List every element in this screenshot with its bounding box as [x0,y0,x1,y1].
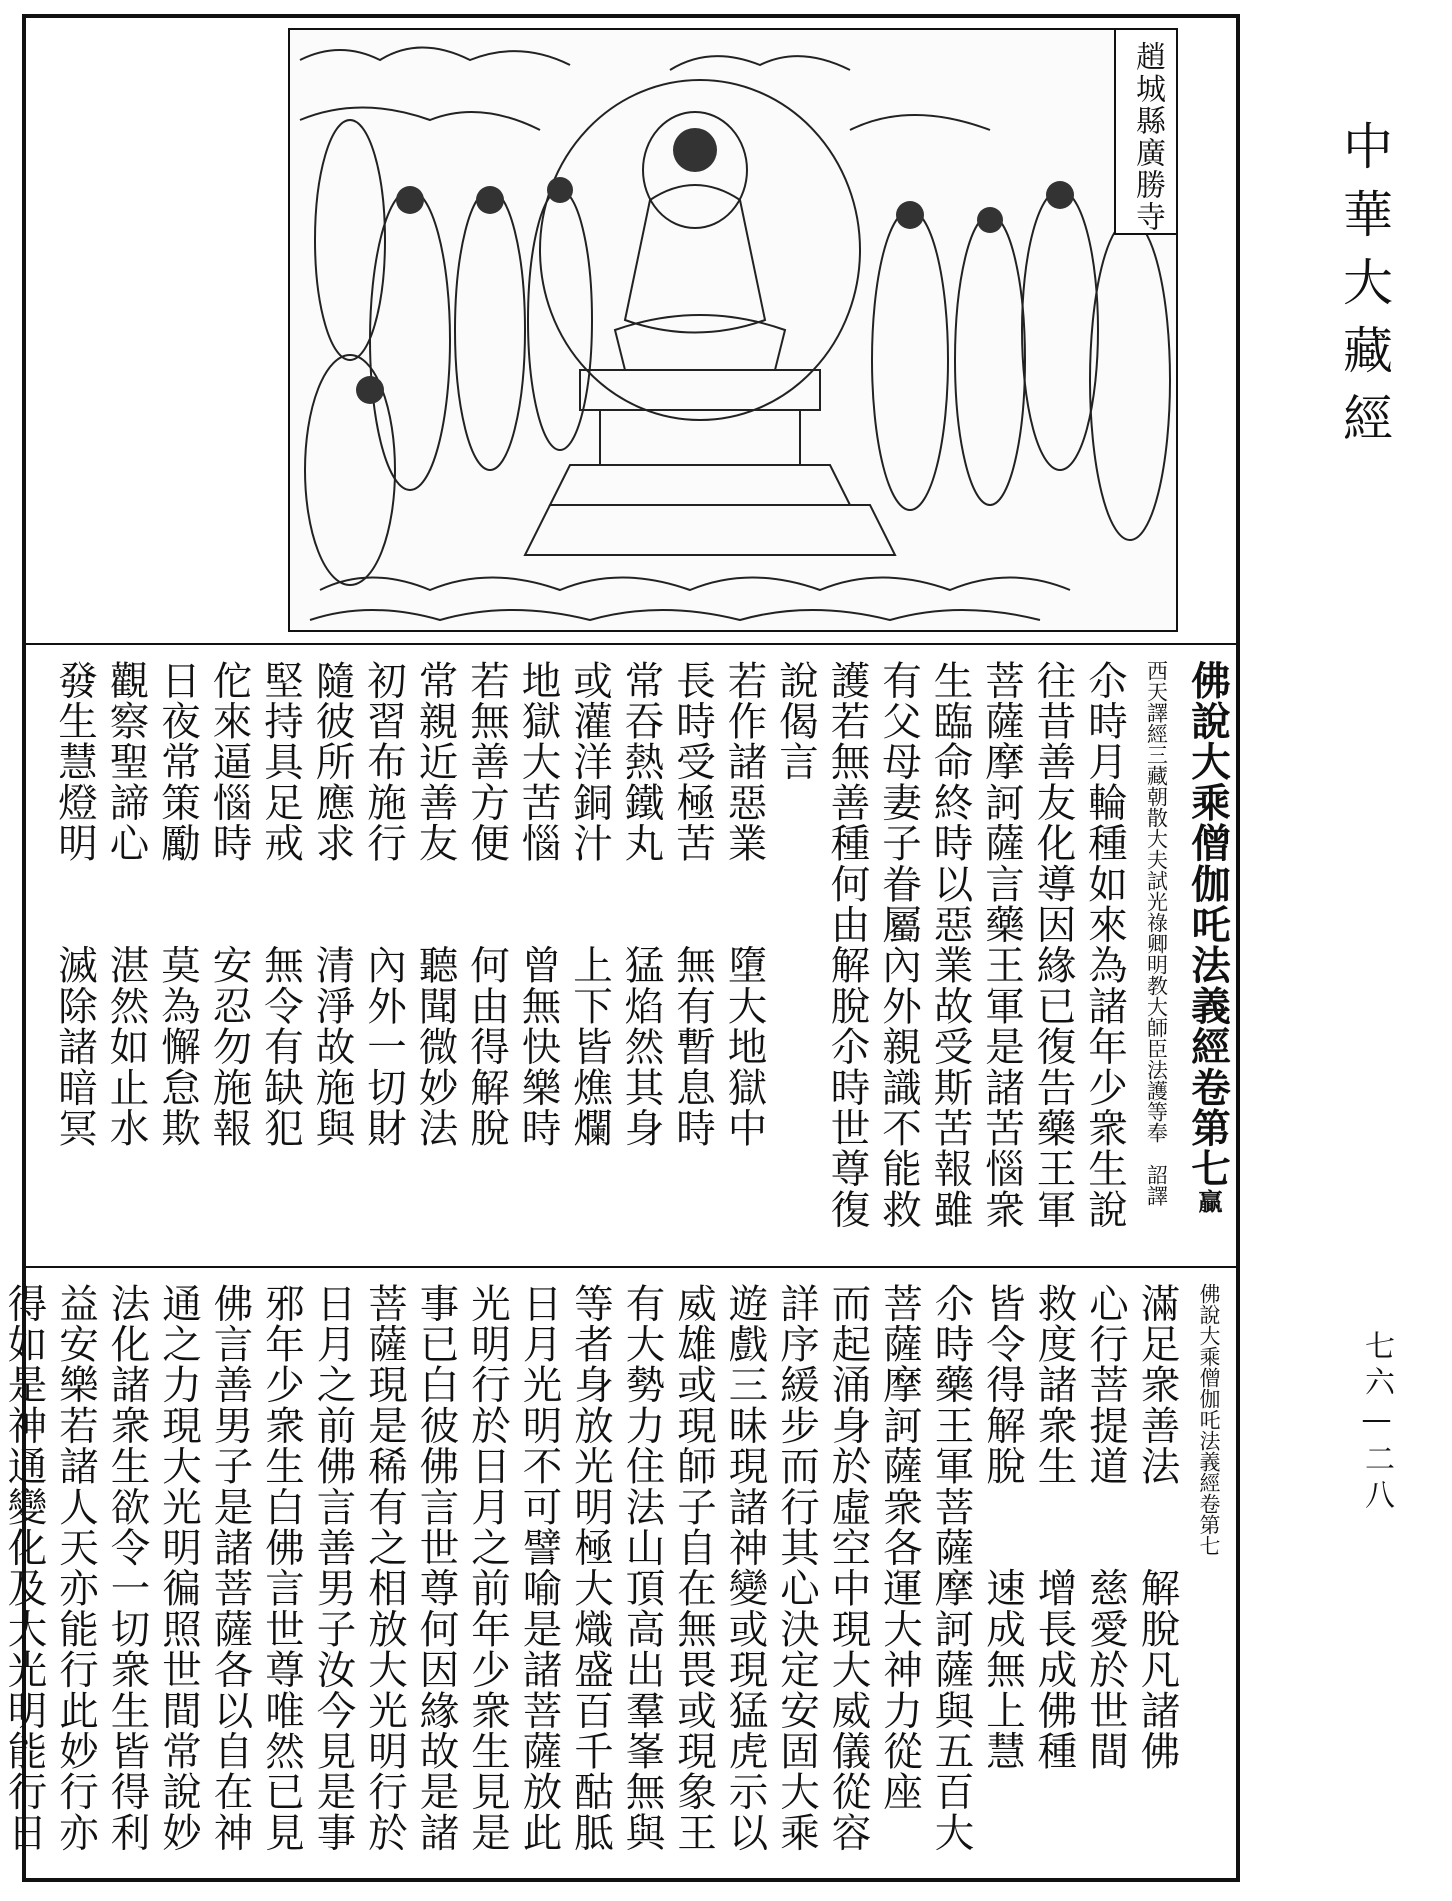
text-line: 佛言善男子是諸菩薩各以自在神 [207,1283,254,1853]
running-head: 佛說大乘僧伽吒法義經卷第七 [1197,1283,1221,1556]
verse-line: 發生慧燈明 滅除諸暗冥 [52,660,98,1149]
sutra-title: 佛說大乘僧伽吒法義經卷第七贏 [1185,660,1231,1214]
text-line: 通之力現大光明徧照世間常說妙 [156,1283,202,1853]
text-register-2 [1,1283,1234,1863]
verse-line: 救度諸衆生 增長成佛種 [1031,1283,1078,1772]
verse-line: 堅持具足戒 無令有缺犯 [258,660,304,1149]
text-line: 說偈言 [773,660,819,783]
text-line: 生臨命終時以惡業故受斯苦報雖 [927,660,974,1230]
verse-line: 滿足衆善法 解脫凡諸佛 [1134,1283,1181,1772]
text-line: 邪年少衆生白佛言世尊唯然已見 [259,1283,305,1853]
verse-line: 觀察聖諦心 湛然如止水 [103,660,150,1149]
text-line: 等者身放光明極大熾盛百千酤胝 [568,1283,614,1853]
page-number: 七六—二八 [1359,1330,1394,1515]
text-line: 事已白彼佛言世尊何因緣故是諸 [413,1283,460,1853]
verse-line: 常吞熱鐵丸 猛焰然其身 [618,660,665,1149]
text-line: 尒時藥王軍菩薩摩訶薩與五百大 [928,1283,975,1853]
verse-line: 心行菩提道 慈愛於世間 [1083,1283,1129,1772]
text-line: 日月光明不可譬喻是諸菩薩放此 [516,1283,563,1853]
verse-line: 日夜常策勵 莫為懈怠欺 [155,660,201,1149]
verse-line: 或灌洋銅汁 上下皆燋爛 [567,660,613,1149]
text-line: 威雄或現師子自在無畏或現象王 [671,1283,717,1853]
verse-line: 皆令得解脫 速成無上慧 [980,1283,1026,1772]
text-line: 尒時月輪種如來為諸年少衆生說 [1082,660,1128,1230]
text-line: 詳序緩步而行其心決定安固大乘 [774,1283,820,1853]
text-line: 得如是神通變化及大光明能行日 [1,1283,48,1853]
translator-line: 西天譯經三藏朝散大夫試光祿卿明教大師臣法護等奉 詔譯 [1144,660,1169,1206]
text-register-1 [52,660,1234,1240]
verse-line: 長時受極苦 無有暫息時 [670,660,716,1149]
verse-line: 初習布施行 內外一切財 [361,660,407,1149]
verse-line: 佗來逼惱時 安忍勿施報 [206,660,253,1149]
text-line: 菩薩現是稀有之相放大光明行於 [362,1283,408,1853]
text-line: 而起涌身於虛空中現大威儀從容 [825,1283,872,1853]
text-line: 有大勢力住法山頂高出羣峯無與 [619,1283,666,1853]
verse-line: 若作諸惡業 墮大地獄中 [721,660,768,1149]
verse-line: 常親近善友 聽聞微妙法 [412,660,459,1149]
text-line: 遊戲三昧現諸神變或現猛虎示以 [722,1283,769,1853]
verse-line: 隨彼所應求 清淨故施與 [309,660,356,1149]
text-line: 往昔善友化導因緣已復告藥王軍 [1030,660,1077,1230]
text-line: 有父母妻子眷屬內外親識不能救 [876,660,922,1230]
temple-cartouche: 趙城縣廣勝寺 [1114,30,1176,235]
text-line: 菩薩摩訶薩言藥王軍是諸苦惱衆 [979,660,1025,1230]
text-line: 日月之前佛言善男子汝今見是事 [310,1283,357,1853]
frontispiece-illustration [288,28,1178,632]
verse-line: 若無善方便 何由得解脫 [464,660,510,1149]
buddha-assembly-drawing [290,30,1178,632]
volume-tag: 贏 [1194,1189,1223,1214]
text-line: 護若無善種何由解脫尒時世尊復 [824,660,871,1230]
collection-title: 中華大藏經 [1335,120,1393,460]
text-line: 菩薩摩訶薩衆各運大神力從座 [877,1283,923,1813]
register-divider-1 [26,643,1236,645]
text-line: 益安樂若諸人天亦能行此妙行亦 [53,1283,99,1853]
text-line: 法化諸衆生欲令一切衆生皆得利 [104,1283,151,1853]
text-line: 光明行於日月之前年少衆生見是 [465,1283,511,1853]
register-divider-2 [26,1266,1236,1268]
verse-line: 地獄大苦惱 曾無快樂時 [515,660,562,1149]
